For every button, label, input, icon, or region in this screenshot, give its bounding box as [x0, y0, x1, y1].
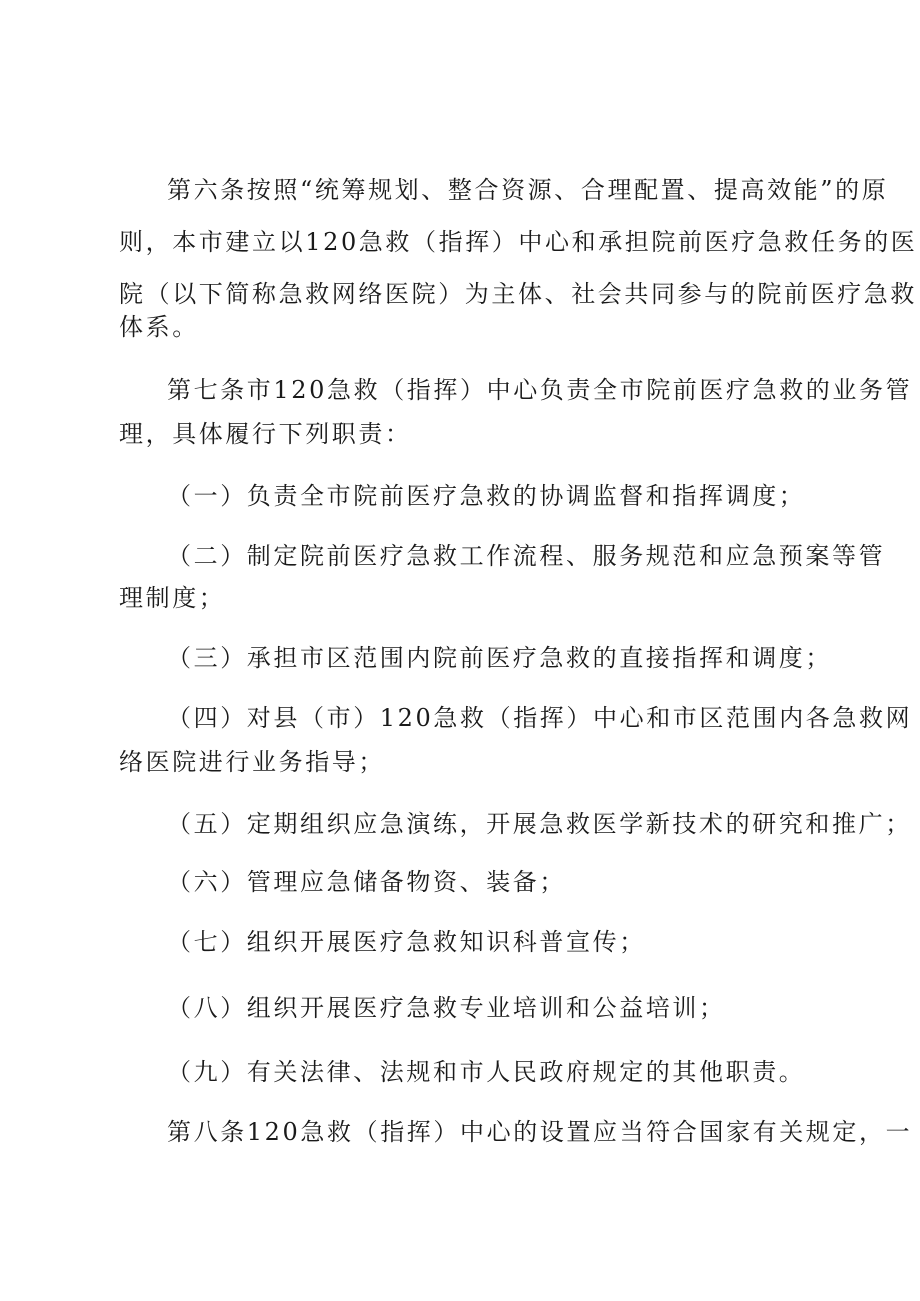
duty-item-6: （六）管理应急储备物资、装备；	[167, 868, 566, 896]
duty-item-8: （八）组织开展医疗急救专业培训和公益培训；	[167, 994, 726, 1022]
article-6-line-3: 院（以下简称急救网络医院）为主体、社会共同参与的院前医疗急救	[119, 280, 917, 308]
duty-item-2-line-2: 理制度；	[119, 584, 226, 612]
duty-item-9: （九）有关法律、法规和市人民政府规定的其他职责。	[167, 1058, 806, 1086]
duty-item-1: （一）负责全市院前医疗急救的协调监督和指挥调度；	[167, 482, 806, 510]
article-8-line-1: 第八条120急救（指挥）中心的设置应当符合国家有关规定，一	[167, 1118, 913, 1146]
duty-item-5: （五）定期组织应急演练，开展急救医学新技术的研究和推广；	[167, 810, 912, 838]
duty-item-4-line-2: 络医院进行业务指导；	[119, 748, 385, 776]
article-6-line-4: 体系。	[119, 313, 199, 341]
duty-item-3: （三）承担市区范围内院前医疗急救的直接指挥和调度；	[167, 644, 832, 672]
article-6-line-2: 则，本市建立以120急救（指挥）中心和承担院前医疗急救任务的医	[119, 228, 918, 256]
duty-item-2-line-1: （二）制定院前医疗急救工作流程、服务规范和应急预案等管	[167, 542, 886, 570]
duty-item-4-line-1: （四）对县（市）120急救（指挥）中心和市区范围内各急救网	[167, 704, 913, 732]
article-7-line-2: 理，具体履行下列职责：	[119, 420, 412, 448]
duty-item-7: （七）组织开展医疗急救知识科普宣传；	[167, 928, 646, 956]
article-7-line-1: 第七条市120急救（指挥）中心负责全市院前医疗急救的业务管	[167, 376, 913, 404]
article-6-line-1: 第六条按照“统筹规划、整合资源、合理配置、提高效能”的原	[167, 176, 889, 204]
